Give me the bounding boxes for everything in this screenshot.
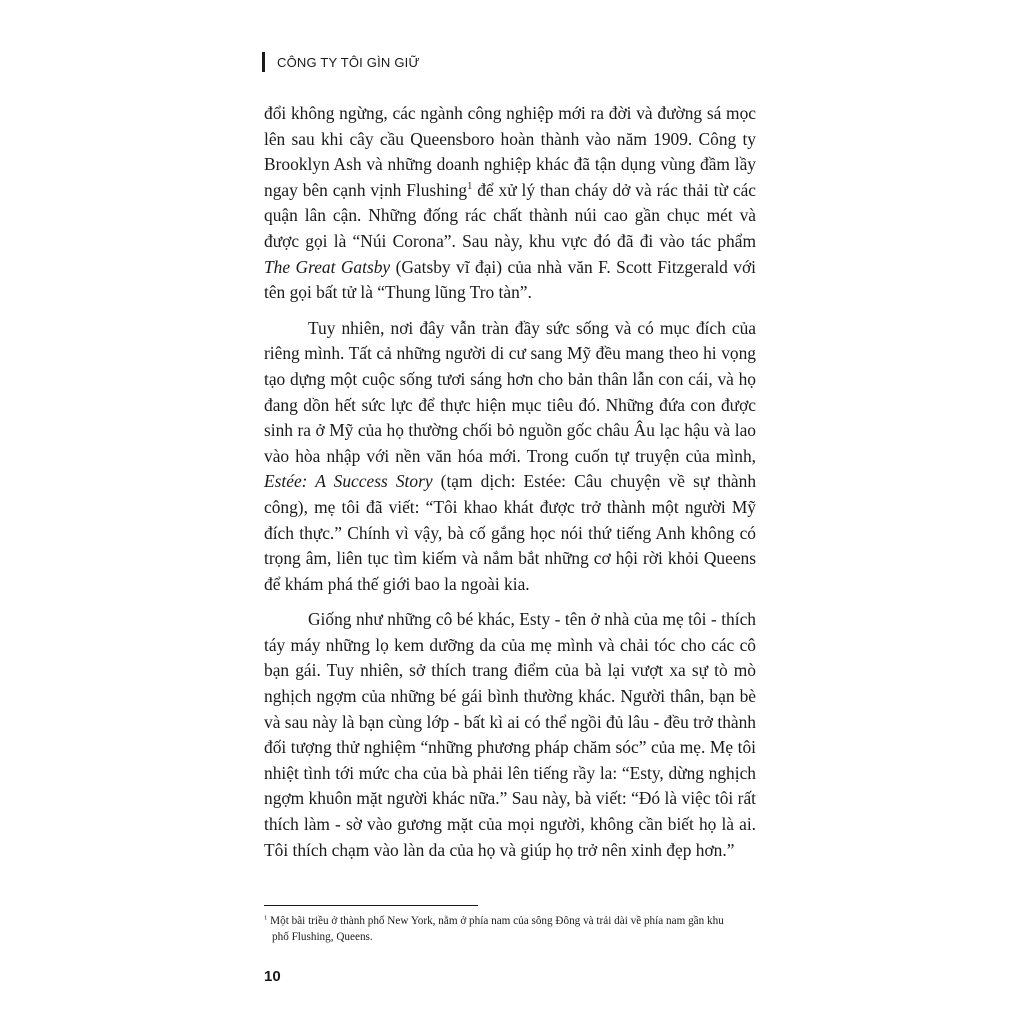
p2-text-a: Tuy nhiên, nơi đây vẫn tràn đầy sức sống và có mục đích của riêng mình. Tất cả những người di cư sang Mỹ đều mang theo hi vọng tạo dựng một cuộc sống tươi sáng hơn cho bản thân lẫn con cái, và họ đang dồn hết sức lực để thực hiện mục tiêu đó. Những đứa con được sinh ra ở Mỹ của họ thường chối bỏ nguồn gốc châu Âu lạc hậu và lao vào hòa nhập với nền văn hóa mới. Trong cuốn tự truyện của mình,	[264, 317, 756, 466]
footnote-divider	[264, 905, 478, 906]
body-text	[264, 101, 756, 863]
footnote-line-1	[264, 913, 756, 929]
paragraph-2	[264, 316, 756, 598]
p1-text-b: để xử lý than cháy dở và rác thải từ các quận lân cận. Những đống rác chất thành núi cao gần chục mét và được gọi là “Núi Corona”. Sau này, khu vực đó đã đi vào tác phẩm	[264, 179, 757, 251]
footnote-text-1: Một bãi triều ở thành phố New York, nằm ở phía nam của sông Đông và trải dài về phía nam gần khu	[267, 915, 724, 927]
running-title: CÔNG TY TÔI GÌN GIỮ	[277, 54, 420, 70]
footnote-marker: 1	[264, 914, 268, 922]
footnote-reference: 1	[467, 180, 473, 192]
book-title-italic: The Great Gatsby	[264, 256, 391, 277]
footnote-line-2: phố Flushing, Queens.	[272, 931, 373, 943]
p1-text-c: (Gatsby vĩ đại) của nhà văn F. Scott Fitzgerald với tên gọi bất tử là “Thung lũng Tro tàn”.	[264, 256, 756, 303]
footnote	[264, 913, 756, 945]
page-number: 10	[264, 968, 281, 985]
autobiography-title-italic: Estée: A Success Story	[264, 471, 433, 492]
paragraph-3: Giống như những cô bé khác, Esty - tên ở nhà của mẹ tôi - thích táy máy những lọ kem dưỡng da của mẹ mình và chải tóc cho các cô bạn gái. Tuy nhiên, sở thích trang điểm của bà lại vượt xa sự tò mò nghịch ngợm của những bé gái bình thường khác. Người thân, bạn bè và sau này là bạn cùng lớp - bất kì ai có thể ngồi đủ lâu - đều trở thành đối tượng thử nghiệm “những phương pháp chăm sóc” của mẹ. Mẹ tôi nhiệt tình tới mức cha của bà phải lên tiếng rầy la: “Esty, dừng nghịch ngợm khuôn mặt người khác nữa.” Sau này, bà viết: “Đó là việc tôi rất thích làm - sờ vào gương mặt của mọi người, không cần biết họ là ai. Tôi thích chạm vào làn da của họ và giúp họ trở nên xinh đẹp hơn.”	[264, 609, 756, 860]
p2-text-b: (tạm dịch: Estée: Câu chuyện về sự thành công), mẹ tôi đã viết: “Tôi khao khát được trở thành một người Mỹ đích thực.” Chính vì vậy, bà cố gắng học nói thứ tiếng Anh không có trọng âm, liên tục tìm kiếm và nắm bắt những cơ hội rời khỏi Queens để khám phá thế giới bao la ngoài kia.	[264, 471, 757, 594]
p1-text-a: đổi không ngừng, các ngành công nghiệp mới ra đời và đường sá mọc lên sau khi cây cầu Queensboro hoàn thành vào năm 1909. Công ty Brooklyn Ash và những doanh nghiệp khác đã tận dụng vùng đầm lầy ngay bên cạnh vịnh Flushing	[264, 103, 756, 200]
running-header	[262, 51, 420, 73]
header-rule	[262, 52, 265, 72]
paragraph-1	[264, 101, 756, 306]
